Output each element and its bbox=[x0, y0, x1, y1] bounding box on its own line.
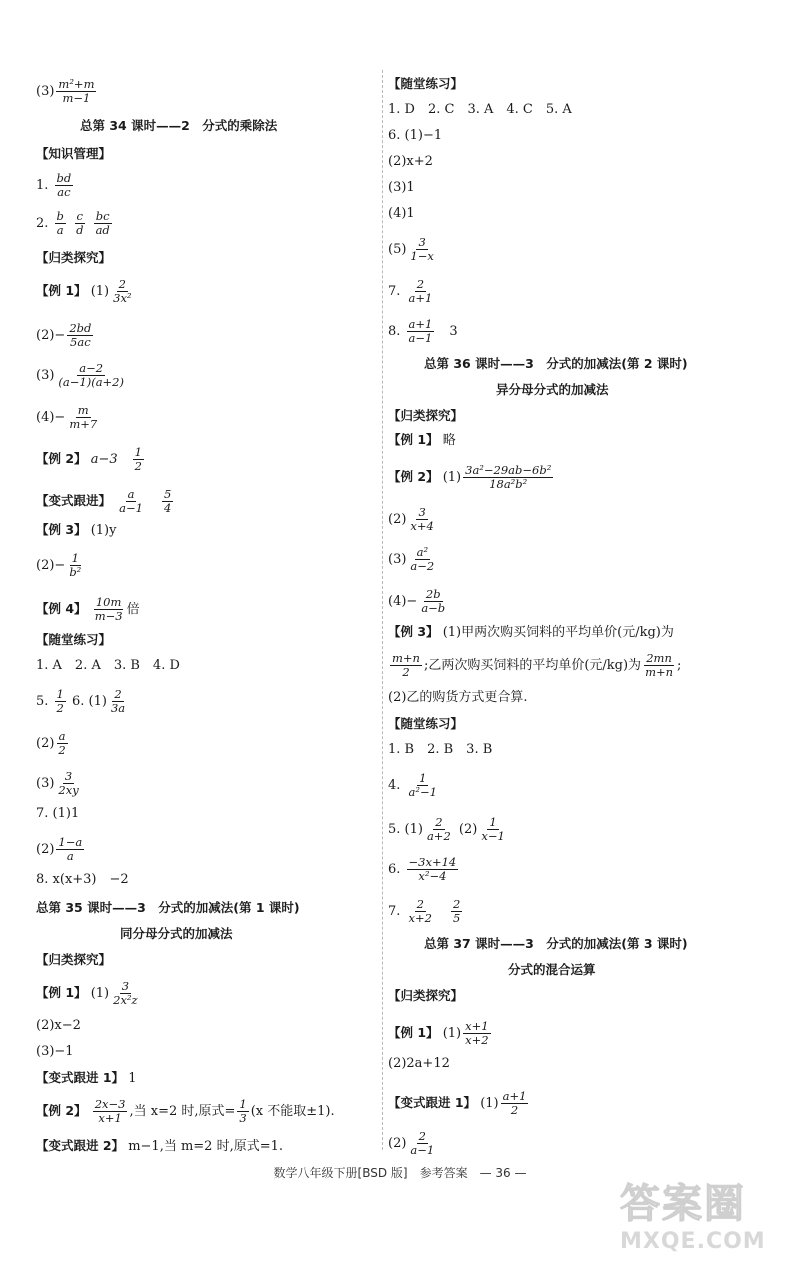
answer-line: (3)1 bbox=[388, 180, 415, 195]
answer-line: 7. $\frac{2}{a+1}$ bbox=[388, 277, 433, 305]
answer-line: 8. x(x+3) −2 bbox=[36, 872, 129, 887]
answer-line: 7. (1)1 bbox=[36, 806, 80, 821]
section-heading: 【归类探究】 bbox=[36, 250, 112, 265]
page-footer: 数学八年级下册[BSD 版] 参考答案 — 36 — bbox=[273, 1166, 527, 1180]
section-heading: 【随堂练习】 bbox=[388, 716, 464, 731]
answer-line: (3) $\frac{\text{a²}}{a-2}$ bbox=[388, 545, 435, 573]
answer-line: (2)− $\frac{1}{\text{b²}}$ bbox=[36, 551, 82, 579]
lesson-subtitle: 分式的混合运算 bbox=[508, 962, 596, 977]
answer-line: 1. $\frac{bd}{ac}$ bbox=[36, 171, 72, 199]
answer-line: (2)2a+12 bbox=[388, 1056, 450, 1071]
answer-line: 2. $\frac{b}{a}$ $\frac{c}{d}$ $\frac{bc}{ad}$ bbox=[36, 209, 110, 237]
answer-line: 1. D 2. C 3. A 4. C 5. A bbox=[388, 102, 572, 117]
answer-line: (2)乙的购货方式更合算. bbox=[388, 690, 528, 705]
answer-line: (4)− $\frac{2b}{a-b}$ bbox=[388, 587, 446, 615]
answer-line: 【变式跟进】 $\frac{a}{a-1}$ $\frac{5}{4}$ bbox=[36, 487, 172, 515]
answer-line: 【例 2】 a−3 $\frac{1}{2}$ bbox=[36, 445, 142, 473]
answer-line: (4)1 bbox=[388, 206, 415, 221]
answer-line: (2) $\frac{3}{x+4}$ bbox=[388, 505, 434, 533]
answer-line: 5. (1) $\frac{2}{a+2}$ (2) $\frac{1}{x-1}$ bbox=[388, 815, 505, 843]
answer-line: (4)− $\frac{m}{m+7}$ bbox=[36, 403, 98, 431]
answer-line: 6. $\frac{-3x+14}{\text{x²−4}}$ bbox=[388, 855, 457, 883]
answer-line: $\frac{m+n}{2}$ ;乙两次购买饲料的平均单价(元/kg)为 $\frac{2mn}{m+n}$ ; bbox=[392, 651, 682, 679]
section-heading: 【知识管理】 bbox=[36, 146, 112, 161]
answer-line: 【变式跟进 1】 (1) $\frac{a+1}{2}$ bbox=[388, 1089, 527, 1117]
column-divider bbox=[382, 70, 383, 1150]
answer-line: 7. $\frac{2}{x+2}$ $\frac{2}{5}$ bbox=[388, 897, 461, 925]
answer-line: 8. $\frac{a+1}{a-1}$ 3 bbox=[388, 317, 458, 345]
answer-line: (2) $\frac{2}{a-1}$ bbox=[388, 1129, 435, 1157]
watermark-logo: 答案圈 MXQE.COM bbox=[620, 1181, 766, 1254]
answer-line: (2)− $\frac{2bd}{5ac}$ bbox=[36, 321, 92, 349]
lesson-subtitle: 同分母分式的加减法 bbox=[120, 926, 233, 941]
answer-line: 6. (1)−1 bbox=[388, 128, 443, 143]
lesson-title: 总第 35 课时——3 分式的加减法(第 1 课时) bbox=[36, 900, 300, 915]
answer-line: 1. A 2. A 3. B 4. D bbox=[36, 658, 180, 673]
answer-line: (2) $\frac{1-a}{a}$ bbox=[36, 835, 83, 863]
answer-line: 【例 2】 $\frac{2x-3}{x+1}$ ,当 x=2 时,原式= $\frac{1}{3}$ (x 不能取±1). bbox=[36, 1097, 335, 1125]
answer-line: 5. $\frac{1}{2}$ 6. (1) $\frac{2}{3a}$ bbox=[36, 687, 126, 715]
answer-line: 【例 4】 $\frac{10m}{m-3}$ 倍 bbox=[36, 595, 140, 623]
answer-line: 【变式跟进 1】 1 bbox=[36, 1070, 137, 1086]
section-heading: 【随堂练习】 bbox=[36, 632, 112, 647]
answer-line: 4. $\frac{1}{\text{a²−1}}$ bbox=[388, 771, 437, 799]
answer-line: 【变式跟进 2】 m−1,当 m=2 时,原式=1. bbox=[36, 1138, 284, 1154]
section-heading: 【归类探究】 bbox=[388, 988, 464, 1003]
fraction: $\frac{\text{m²+m}}{m-1}$ bbox=[58, 77, 95, 105]
answer-line: 【例 1】 (1) $\frac{x+1}{x+2}$ bbox=[388, 1019, 489, 1047]
lesson-title: 总第 37 课时——3 分式的加减法(第 3 课时) bbox=[424, 936, 688, 951]
answer-line: 【例 2】 (1) $\frac{\text{3a²−29ab−6b²}}{\text{18a²b²}}$ bbox=[388, 463, 552, 491]
answer-line: (2)x+2 bbox=[388, 154, 433, 169]
answer-line: (3) $\frac{a-2}{(a-1)(a+2)}$ bbox=[36, 361, 124, 389]
section-heading: 【归类探究】 bbox=[36, 952, 112, 967]
lesson-subtitle: 异分母分式的加减法 bbox=[496, 382, 609, 397]
answer-line: (2) $\frac{a}{2}$ bbox=[36, 729, 66, 757]
answer-line: 【例 1】 (1) $\frac{3}{\text{2x²z}}$ bbox=[36, 979, 138, 1007]
answer-line: (3)−1 bbox=[36, 1044, 74, 1059]
answer-line: 【例 1】 略 bbox=[388, 432, 456, 448]
answer-line: (2)x−2 bbox=[36, 1018, 81, 1033]
answer-line: 【例 3】 (1)y bbox=[36, 522, 117, 538]
section-heading: 【归类探究】 bbox=[388, 408, 464, 423]
answer-line: (3) $\frac{3}{2xy}$ bbox=[36, 769, 79, 797]
answer-line: 【例 3】 (1)甲两次购买饲料的平均单价(元/kg)为 bbox=[388, 624, 674, 640]
lesson-title: 总第 34 课时——2 分式的乘除法 bbox=[80, 118, 278, 133]
answer-line: 【例 1】 (1) $\frac{2}{\text{3x²}}$ bbox=[36, 277, 132, 305]
answer-line: (3) $\frac{\text{m²+m}}{m-1}$ bbox=[36, 77, 95, 105]
section-heading: 【随堂练习】 bbox=[388, 76, 464, 91]
answer-line: 1. B 2. B 3. B bbox=[388, 742, 493, 757]
lesson-title: 总第 36 课时——3 分式的加减法(第 2 课时) bbox=[424, 356, 688, 371]
answer-line: (5) $\frac{3}{1-x}$ bbox=[388, 235, 434, 263]
